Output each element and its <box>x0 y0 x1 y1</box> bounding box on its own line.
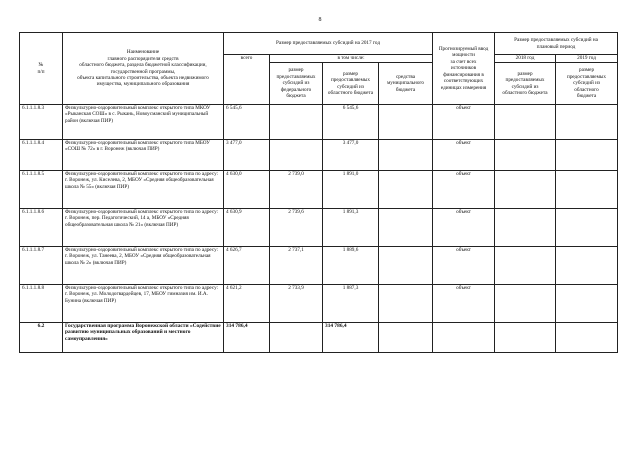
row-mun <box>379 209 433 247</box>
row-mun <box>379 140 433 171</box>
table-row <box>20 209 618 247</box>
table-row <box>20 285 618 323</box>
row-name: Физкультурно-оздоровительный комплекс открытого типа по адресу: г. Воронеж, пер. Педагогический, 14 а, МБОУ «Средняя общеобразовательная школа № 21» (включая ПИР) <box>63 209 224 247</box>
table-row <box>20 105 618 140</box>
row-reg: 3 477,0 <box>323 140 379 171</box>
page-number: 8 <box>318 17 322 23</box>
total-2018 <box>495 323 556 353</box>
total-fed <box>270 323 323 353</box>
row-2019 <box>556 171 618 209</box>
row-num: 6.1.1.1.8.7 <box>20 247 63 285</box>
col-plan-header: Размер предоставляемых субсидий на плановый период <box>495 33 618 55</box>
row-2019 <box>556 140 618 171</box>
total-mun <box>379 323 433 353</box>
table-row <box>20 247 618 285</box>
col-incl-header: в том числе: <box>270 55 433 63</box>
col-forecast-header: Прогнозируемый ввод мощности за счет всех источников финансирования в соответствующих единицах измерения <box>433 33 495 105</box>
row-2019 <box>556 285 618 323</box>
col-2017-header: Размер предоставляемых субсидий на 2017 год <box>224 33 433 55</box>
total-row <box>20 323 618 353</box>
col-reg-header: размер предоставляемых субсидий из областного бюджета <box>323 63 379 105</box>
row-fed <box>270 105 323 140</box>
total-num: 6.2 <box>20 323 63 353</box>
row-2018 <box>495 285 556 323</box>
row-2019 <box>556 247 618 285</box>
total-total: 314 786,4 <box>224 323 270 353</box>
col-fed-header: размер предоставляемых субсидий из федерального бюджета <box>270 63 323 105</box>
col-mun-header: средства муниципального бюджета <box>379 63 433 105</box>
row-2018 <box>495 209 556 247</box>
row-total: 4 630,9 <box>224 209 270 247</box>
row-num: 6.1.1.1.8.8 <box>20 285 63 323</box>
row-num: 6.1.1.1.8.3 <box>20 105 63 140</box>
row-mun <box>379 171 433 209</box>
row-total: 4 621,2 <box>224 285 270 323</box>
row-name: Физкультурно-оздоровительный комплекс открытого типа по адресу: г. Воронеж, ул. Киселева, 2, МБОУ «Средняя общеобразовательная школа № 55» (включая ПИР) <box>63 171 224 209</box>
row-name: Физкультурно-оздоровительный комплекс открытого типа по адресу: г. Воронеж, ул. Молодогвардейцев, 17, МБОУ гимназия им. И.А. Бунина (включая ПИР) <box>63 285 224 323</box>
row-forecast: объект <box>433 140 495 171</box>
row-forecast: объект <box>433 209 495 247</box>
row-forecast: объект <box>433 247 495 285</box>
row-num: 6.1.1.1.8.6 <box>20 209 63 247</box>
row-total: 3 477,0 <box>224 140 270 171</box>
row-2018 <box>495 247 556 285</box>
row-fed <box>270 140 323 171</box>
row-2019 <box>556 209 618 247</box>
total-name: Государственная программа Воронежской области «Содействие развитию муниципальных образований и местного самоуправления» <box>63 323 224 353</box>
row-name: Физкультурно-оздоровительный комплекс открытого типа МКОУ «Рыканская СОШ» в с. Рыкань, Новоусманский муниципальный район (включая ПИР) <box>63 105 224 140</box>
subsidy-table <box>19 32 618 353</box>
row-forecast: объект <box>433 285 495 323</box>
col-p2019-header: размер предоставляемых субсидий из областного бюджета <box>556 63 618 105</box>
row-total: 4 626,7 <box>224 247 270 285</box>
row-num: 6.1.1.1.8.4 <box>20 140 63 171</box>
row-reg: 1 891,0 <box>323 171 379 209</box>
col-name-header: Наименование главного распорядителя средств областного бюджета, раздела бюджетной классификации, государственной программы, объекта капитального строительства, объекта недвижимого имущества, муниципального образования <box>63 33 224 105</box>
total-forecast <box>433 323 495 353</box>
row-fed: 2 733,9 <box>270 285 323 323</box>
row-2018 <box>495 140 556 171</box>
col-2019-header: 2019 год <box>556 55 618 63</box>
col-num-header: № п/п <box>20 33 63 105</box>
row-name: Физкультурно-оздоровительный комплекс открытого типа МБОУ «СОШ № 72» в г. Воронеж (включая ПИР) <box>63 140 224 171</box>
row-num: 6.1.1.1.8.5 <box>20 171 63 209</box>
col-2018-header: 2018 год <box>495 55 556 63</box>
row-2019 <box>556 105 618 140</box>
row-2018 <box>495 171 556 209</box>
table-row <box>20 140 618 171</box>
row-total: 6 545,6 <box>224 105 270 140</box>
row-2018 <box>495 105 556 140</box>
row-reg: 1 891,3 <box>323 209 379 247</box>
row-forecast: объект <box>433 105 495 140</box>
row-fed: 2 737,1 <box>270 247 323 285</box>
row-fed: 2 739,0 <box>270 171 323 209</box>
row-reg: 1 887,3 <box>323 285 379 323</box>
row-fed: 2 739,6 <box>270 209 323 247</box>
row-name: Физкультурно-оздоровительный комплекс открытого типа по адресу: г. Воронеж, ул. Танеева, 2, МБОУ «Средняя общеобразовательная школа № 2» (включая ПИР) <box>63 247 224 285</box>
table-row <box>20 171 618 209</box>
row-total: 4 630,0 <box>224 171 270 209</box>
row-mun <box>379 247 433 285</box>
total-reg: 314 786,4 <box>323 323 379 353</box>
row-forecast: объект <box>433 171 495 209</box>
row-mun <box>379 285 433 323</box>
row-reg: 1 889,6 <box>323 247 379 285</box>
total-2019 <box>556 323 618 353</box>
row-reg: 6 545,6 <box>323 105 379 140</box>
col-p2018-header: размер предоставляемых субсидий из областного бюджета <box>495 63 556 105</box>
row-mun <box>379 105 433 140</box>
col-total-header: всего <box>224 55 270 105</box>
